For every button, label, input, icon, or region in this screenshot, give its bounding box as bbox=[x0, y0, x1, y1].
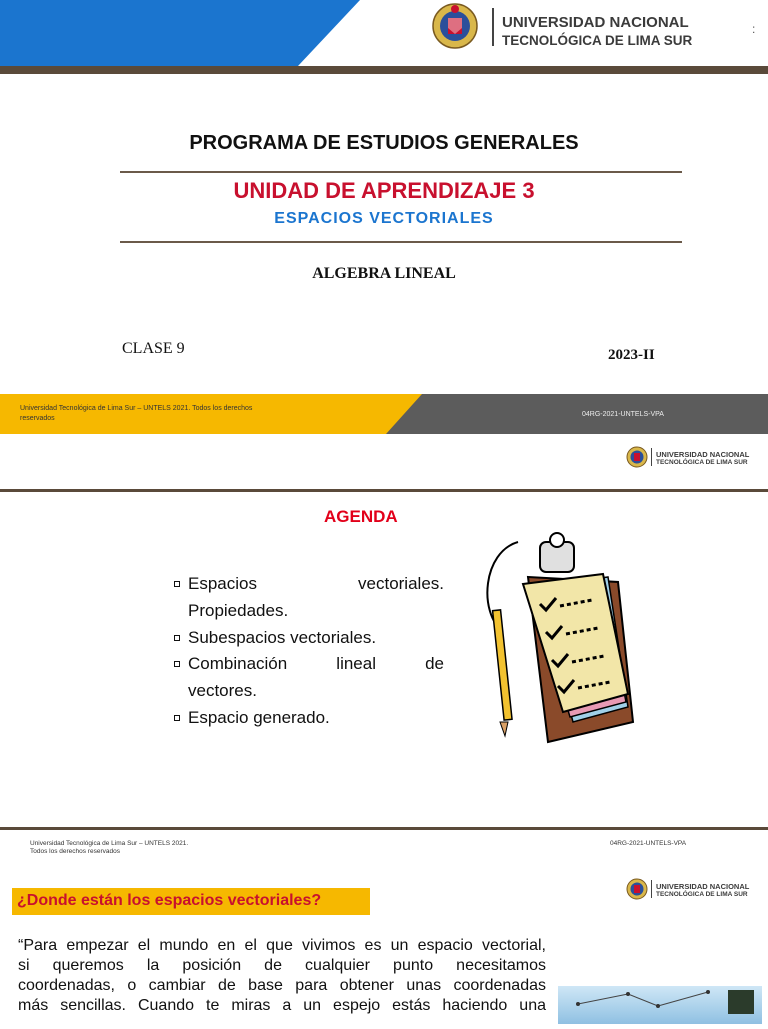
agenda-title: AGENDA bbox=[324, 507, 398, 526]
university-crest-small-icon bbox=[626, 878, 648, 900]
unit-subtitle: ESPACIOS VECTORIALES bbox=[274, 210, 494, 227]
rule-bottom bbox=[120, 241, 682, 243]
side-mark: : bbox=[752, 22, 756, 36]
logo-divider-small bbox=[651, 448, 652, 466]
footer-copyright-line1: Universidad Tecnológica de Lima Sur – UNTELS 2021. Todos los derechos bbox=[20, 405, 253, 412]
university-name-small-line1: UNIVERSIDAD NACIONAL bbox=[656, 450, 750, 459]
agenda-item bbox=[188, 624, 444, 651]
course-name: ALGEBRA LINEAL bbox=[312, 265, 456, 282]
unit-title: UNIDAD DE APRENDIZAJE 3 bbox=[233, 178, 535, 203]
paragraph-line: si queremos la posición de cualquier punto necesitamos bbox=[18, 957, 546, 974]
logo-divider bbox=[492, 8, 494, 46]
university-name-line2: TECNOLÓGICA DE LIMA SUR bbox=[502, 33, 693, 48]
bullet-icon bbox=[174, 715, 180, 721]
slide2-footer-line1: Universidad Tecnológica de Lima Sur – UNTELS 2021. bbox=[30, 840, 189, 847]
slide2-footer-code: 04RG-2021-UNTELS-VPA bbox=[610, 840, 687, 847]
slide2-footer-line2: Todos los derechos reservados bbox=[30, 848, 120, 855]
class-number: CLASE 9 bbox=[122, 340, 185, 357]
slide3-paragraph bbox=[18, 936, 546, 1016]
agenda-item bbox=[188, 570, 444, 624]
slide3-title: ¿Donde están los espacios vectoriales? bbox=[17, 892, 322, 909]
footer-code: 04RG-2021-UNTELS-VPA bbox=[582, 411, 664, 418]
university-name-small-line2: TECNOLÓGICA DE LIMA SUR bbox=[656, 891, 748, 898]
program-title: PROGRAMA DE ESTUDIOS GENERALES bbox=[189, 132, 579, 154]
bullet-icon bbox=[174, 581, 180, 587]
agenda-item bbox=[188, 650, 444, 704]
agenda-item-line: Combinación lineal de bbox=[188, 654, 444, 673]
bullet-icon bbox=[174, 661, 180, 667]
university-name-small-line1: UNIVERSIDAD NACIONAL bbox=[656, 882, 750, 891]
clipboard-checklist-icon bbox=[478, 522, 638, 744]
university-name-small-line2: TECNOLÓGICA DE LIMA SUR bbox=[656, 459, 748, 466]
vector-space-image bbox=[558, 986, 762, 1024]
rule-top bbox=[120, 171, 682, 173]
logo-divider-small bbox=[651, 880, 652, 898]
university-crest-small-icon bbox=[626, 446, 648, 468]
header-divider bbox=[0, 66, 768, 74]
paragraph-line: coordenadas, o cambiar de base para obtener unas coordenadas bbox=[18, 977, 546, 994]
agenda-item-line: vectores. bbox=[188, 681, 257, 700]
agenda-item bbox=[188, 704, 444, 731]
slide2-header-divider bbox=[0, 489, 768, 492]
agenda-item-line: Subespacios vectoriales. bbox=[188, 628, 377, 647]
agenda-item-line: Propiedades. bbox=[188, 601, 289, 620]
term: 2023-II bbox=[608, 347, 655, 363]
agenda-item-line: Espacio generado. bbox=[188, 708, 330, 727]
agenda-item-line: Espacios vectoriales. bbox=[188, 574, 444, 593]
footer-copyright-line2: reservados bbox=[20, 415, 55, 422]
paragraph-line: más sencillas. Cuando te miras a un espejo estás haciendo una bbox=[18, 997, 546, 1014]
university-crest-icon bbox=[430, 2, 480, 50]
bullet-icon bbox=[174, 635, 180, 641]
paragraph-line: “Para empezar el mundo en el que vivimos es un espacio vectorial, bbox=[18, 937, 546, 954]
university-name-line1: UNIVERSIDAD NACIONAL bbox=[502, 14, 689, 31]
slide2-footer-divider bbox=[0, 827, 768, 830]
